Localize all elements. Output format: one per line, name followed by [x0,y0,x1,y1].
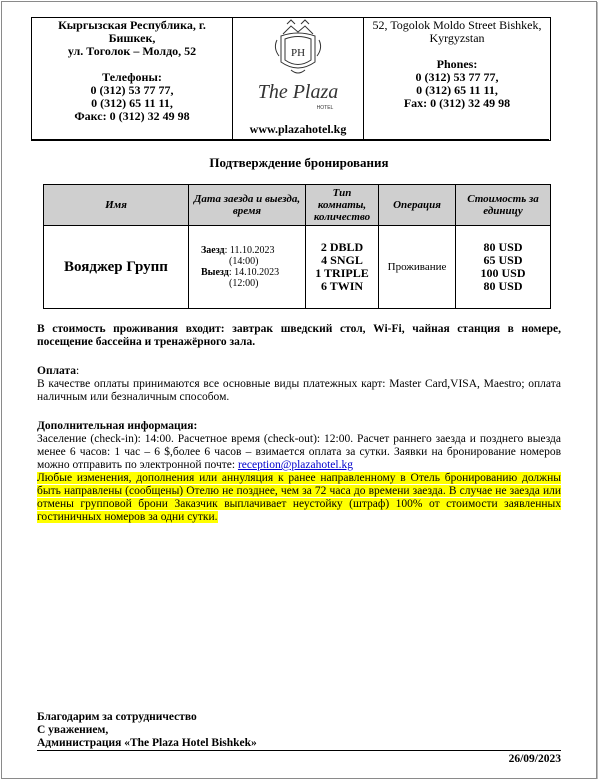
hotel-logo [233,18,364,140]
svg-text:PH: PH [290,47,306,59]
booking-table [43,184,551,309]
email-link[interactable]: reception@plazahotel.kg [237,459,353,471]
additional-label: Дополнительная информация: [37,420,198,432]
operation: Проживание [379,226,456,309]
additional-text: Заселение (check-in): 14:00. Расчетное время (check-out): 12:00. Расчет раннего заезда и позднего выезда менее 6 часов: 1 час – 6 $,более 6 часов – взимается оплата за сутки. Заявки на бронирование номеров можно отправить по электронной почте: reception@plazahotel.kg [37,433,561,471]
footer-divider [37,750,561,751]
table-header-row [44,185,551,226]
header-divider [31,139,549,140]
plaza-crest-icon [233,18,363,122]
phones-label: Телефоны: [102,70,162,84]
address-line: ул. Тоголок – Молдо, 52 [67,44,197,58]
phone: 0 (312) 65 11 11, [91,96,173,110]
additional-info [37,420,561,524]
column-header: Стоимость за единицу [456,185,551,226]
letterhead-russian [32,18,233,140]
payment-label: Оплата: [37,365,80,377]
address-line: Kyrgyzstan [429,31,485,45]
guest-name: Вояджер Групп [44,226,189,309]
included-services: В стоимость проживания входит: завтрак шведский стол, Wi-Fi, чайная станция в номере, посещение бассейна и тренажёрного зала. [37,323,561,348]
phone: 0 (312) 53 77 77, [90,83,174,97]
payment-text: В качестве оплаты принимаются все основные виды платежных карт: Master Card,VISA, Maestro; оплата наличным или безналичным способом. [37,378,561,403]
address-line: 52, Togolok Moldo Street Bishkek, [372,18,542,32]
fax: Факс: 0 (312) 32 49 98 [74,109,190,123]
phones-label: Phones: [436,57,478,71]
document-date: 26/09/2023 [508,753,561,765]
address-line: Бишкек, [108,31,156,45]
fax: Fax: 0 (312) 32 49 98 [403,96,511,110]
phone: 0 (312) 53 77 77, [415,70,499,84]
phone: 0 (312) 65 11 11, [416,83,498,97]
column-header: Имя [44,185,189,226]
signature-block: Благодарим за сотрудничество С уважением, Администрация «The Plaza Hotel Bishkek» [37,711,257,749]
letterhead [31,17,551,141]
column-header: Тип комнаты, количество [306,185,379,226]
payment-section [37,365,561,404]
column-header: Операция [379,185,456,226]
cancellation-policy: Любые изменения, дополнения или аннуляция к ранее направленному в Отель бронированию должны быть направлены (сообщены) Отелю не позднее, чем за 72 часа до времени заезда. В случае не заезда или отмены групповой брони Заказчик выплачивает неустойку (штраф) 100% от стоимости заявленных гостиничных номеров за одни сутки. [37,472,561,523]
room-types: 2 DBLD 4 SNGL 1 TRIPLE 6 TWIN [306,226,379,309]
table-row [44,226,551,309]
stay-dates: Заезд: 11.10.2023 (14:00) Выезд: 14.10.2023 (12:00) [189,226,306,309]
column-header: Дата заезда и выезда, время [189,185,306,226]
letterhead-english [364,18,550,140]
website-link[interactable]: www.plazahotel.kg [249,122,347,136]
svg-text:HOTEL: HOTEL [316,105,334,111]
address-line: Кыргызская Республика, г. [58,18,206,32]
document-title: Подтверждение бронирования [209,155,389,170]
svg-text:The Plaza: The Plaza [257,81,339,103]
unit-prices: 80 USD 65 USD 100 USD 80 USD [456,226,551,309]
